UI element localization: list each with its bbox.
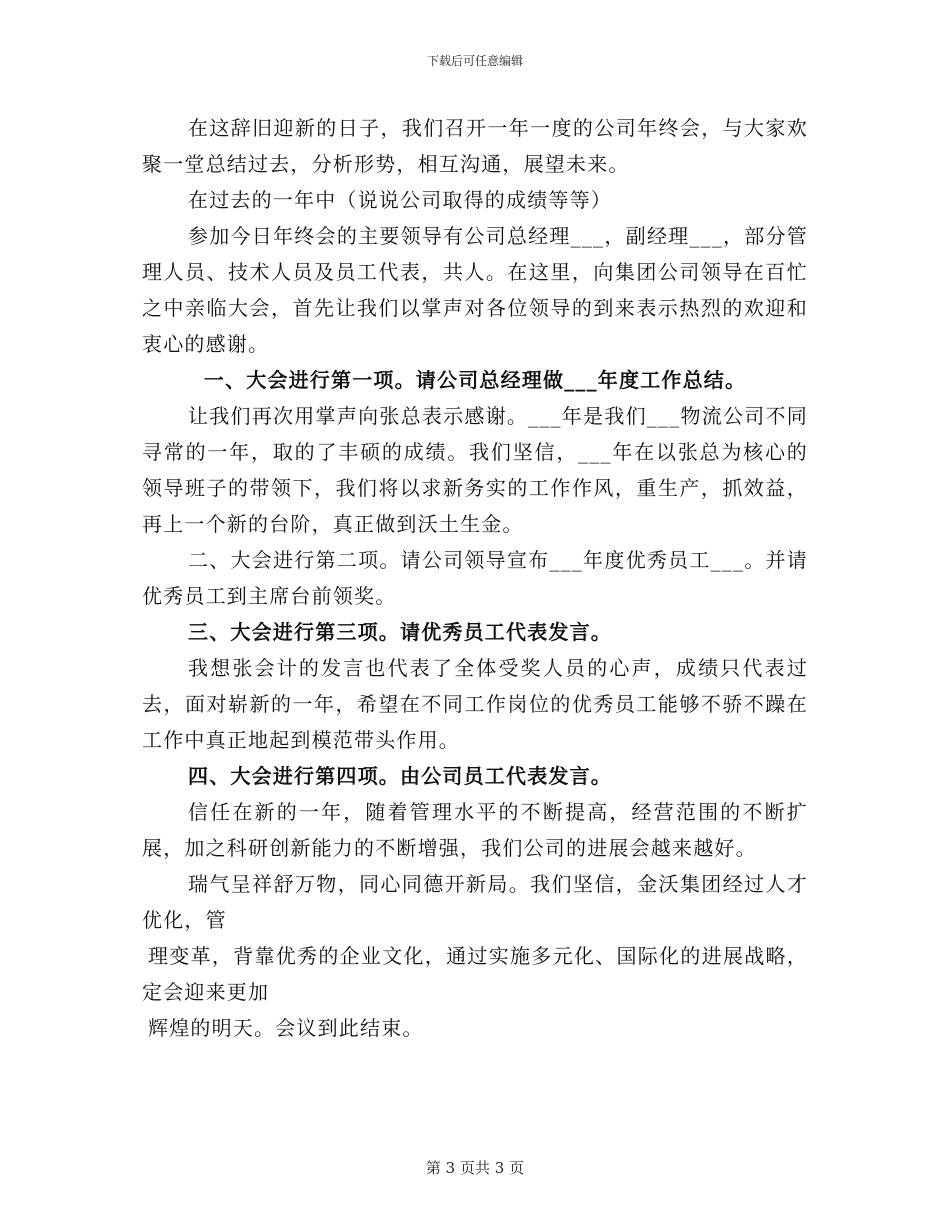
paragraph-closing-3: 辉煌的明天。会议到此结束。: [148, 1016, 424, 1040]
paragraph-past-year: 在过去的一年中（说说公司取得的成绩等等）: [188, 188, 612, 212]
paragraph-accountant-speech: 我想张会计的发言也代表了全体受奖人员的心声，成绩只代表过去，面对崭新的一年，希望在不同工作岗位的优秀员工能够不骄不躁在工作中真正地起到模范带头作用。: [142, 656, 808, 752]
page-footer: 第 3 页共 3 页: [425, 1159, 525, 1177]
document-body: [142, 110, 808, 1046]
paragraph-attendees: 参加今日年终会的主要领导有公司总经理___，副经理___，部分管理人员、技术人员及员工代表，共人。在这里，向集团公司领导在百忙之中亲临大会，首先让我们以掌声对各位领导的到来表示热烈的欢迎和衷心的感谢。: [142, 224, 808, 356]
paragraph-closing-1: 瑞气呈祥舒万物，同心同德开新局。我们坚信，金沃集团经过人才优化，管: [142, 872, 808, 932]
agenda-item-1-heading: 一、大会进行第一项。请公司总经理做___年度工作总结。: [203, 368, 747, 392]
page-header: 下载后可任意编辑: [426, 54, 523, 68]
agenda-item-3-heading: 三、大会进行第三项。请优秀员工代表发言。: [188, 620, 612, 644]
paragraph-thanks: 让我们再次用掌声向张总表示感谢。___年是我们___物流公司不同寻常的一年，取的了丰硕的成绩。我们坚信，___年在以张总为核心的领导班子的带领下，我们将以求新务实的工作作风，重生产，抓效益，再上一个新的台阶，真正做到沃土生金。: [142, 404, 808, 536]
paragraph-opening: 在这辞旧迎新的日子，我们召开一年一度的公司年终会，与大家欢聚一堂总结过去，分析形势，相互沟通，展望未来。: [142, 116, 808, 176]
paragraph-outlook: 信任在新的一年，随着管理水平的不断提高，经营范围的不断扩展，加之科研创新能力的不断增强，我们公司的进展会越来越好。: [142, 800, 808, 860]
agenda-item-2: 二、大会进行第二项。请公司领导宣布___年度优秀员工___。并请优秀员工到主席台前领奖。: [142, 548, 808, 608]
paragraph-closing-2: 理变革，背靠优秀的企业文化，通过实施多元化、国际化的进展战略，定会迎来更加: [142, 944, 808, 1004]
agenda-item-4-heading: 四、大会进行第四项。由公司员工代表发言。: [188, 764, 612, 788]
